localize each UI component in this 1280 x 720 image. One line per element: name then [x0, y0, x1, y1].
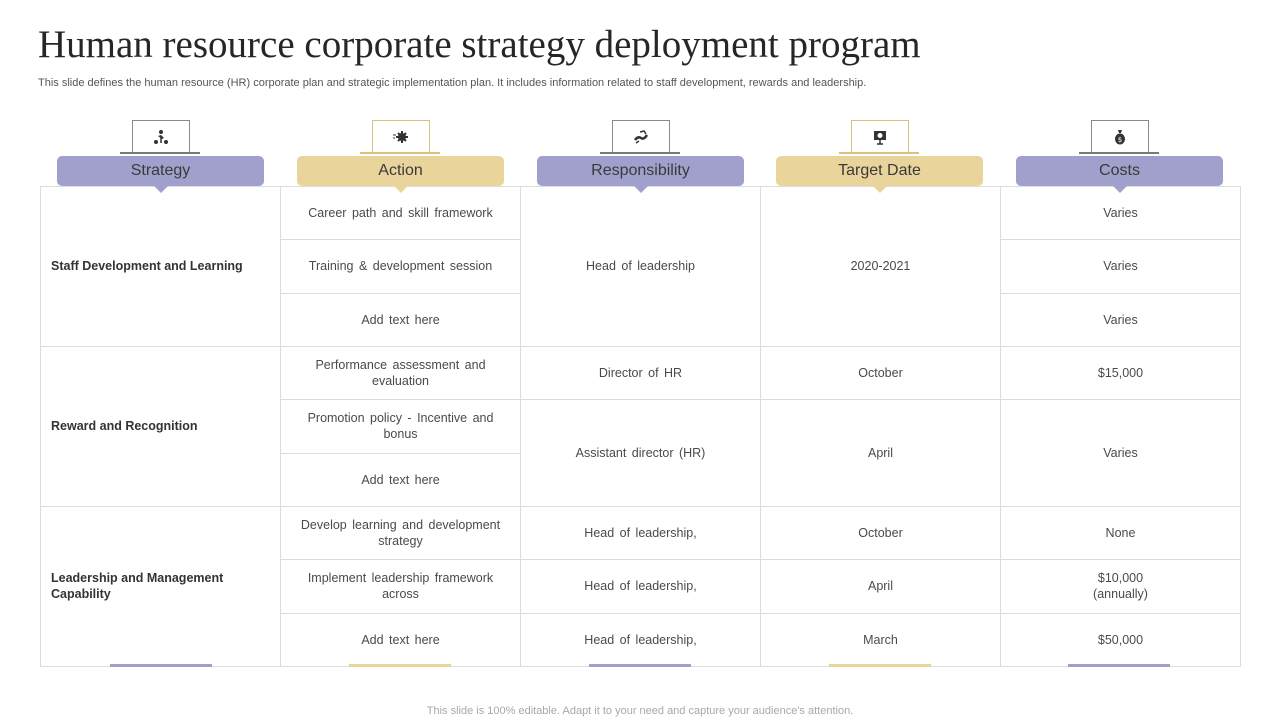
bottom-accent-bar: [110, 664, 212, 667]
action-cell: Implement leadership framework across: [281, 560, 521, 613]
target-date-cell: April: [761, 400, 1001, 507]
strategy-cell: Staff Development and Learning: [41, 187, 281, 347]
icon-base-line: [600, 152, 680, 154]
action-cell: Promotion policy - Incentive and bonus: [281, 400, 521, 453]
footer-note: This slide is 100% editable. Adapt it to your need and capture your audience's attention.: [426, 705, 854, 717]
action-cell: Develop learning and development strategy: [281, 507, 521, 560]
cost-cell: Varies: [1001, 187, 1241, 240]
presentation-board-icon: [851, 120, 909, 153]
header-strategy: Strategy: [57, 156, 264, 186]
responsibility-cell: Head of leadership,: [521, 614, 761, 667]
target-date-cell: October: [761, 347, 1001, 400]
action-cell: Performance assessment and evaluation: [281, 347, 521, 400]
target-date-cell: 2020-2021: [761, 187, 1001, 347]
target-date-cell: April: [761, 560, 1001, 613]
action-cell: Career path and skill framework: [281, 187, 521, 240]
cost-cell: Varies: [1001, 240, 1241, 293]
responsibility-cell: Director of HR: [521, 347, 761, 400]
header-costs: Costs: [1016, 156, 1223, 186]
page-title: Human resource corporate strategy deployment program: [38, 23, 921, 66]
icon-base-line: [1079, 152, 1159, 154]
cost-cell: $15,000: [1001, 347, 1241, 400]
header-target-date: Target Date: [776, 156, 983, 186]
bottom-accent-bar: [1068, 664, 1170, 667]
people-growth-icon: [132, 120, 190, 153]
bottom-accent-bar: [829, 664, 931, 667]
handshake-icon: [612, 120, 670, 153]
svg-text:$: $: [1117, 136, 1123, 144]
action-cell: Add text here: [281, 294, 521, 347]
responsibility-cell: Head of leadership: [521, 187, 761, 347]
gear-speed-icon: [372, 120, 430, 153]
action-cell: Training & development session: [281, 240, 521, 293]
responsibility-cell: Head of leadership,: [521, 560, 761, 613]
cost-cell: Varies: [1001, 400, 1241, 507]
icon-base-line: [839, 152, 919, 154]
action-cell: Add text here: [281, 454, 521, 507]
responsibility-cell: Assistant director (HR): [521, 400, 761, 507]
page-subtitle: This slide defines the human resource (HR) corporate plan and strategic implementation plan. It includes information related to staff development, rewards and leadership.: [38, 77, 867, 89]
cost-cell: $50,000: [1001, 614, 1241, 667]
responsibility-cell: Head of leadership,: [521, 507, 761, 560]
cost-cell: $10,000 (annually): [1001, 560, 1241, 613]
header-action: Action: [297, 156, 504, 186]
strategy-cell: Leadership and Management Capability: [41, 507, 281, 667]
bottom-accent-bar: [349, 664, 451, 667]
strategy-table: [40, 186, 1241, 667]
action-cell: Add text here: [281, 614, 521, 667]
header-responsibility: Responsibility: [537, 156, 744, 186]
cost-cell: Varies: [1001, 294, 1241, 347]
target-date-cell: March: [761, 614, 1001, 667]
icon-base-line: [120, 152, 200, 154]
money-bag-icon: [1091, 120, 1149, 153]
target-date-cell: October: [761, 507, 1001, 560]
bottom-accent-bar: [589, 664, 691, 667]
icon-base-line: [360, 152, 440, 154]
cost-cell: None: [1001, 507, 1241, 560]
strategy-cell: Reward and Recognition: [41, 347, 281, 507]
